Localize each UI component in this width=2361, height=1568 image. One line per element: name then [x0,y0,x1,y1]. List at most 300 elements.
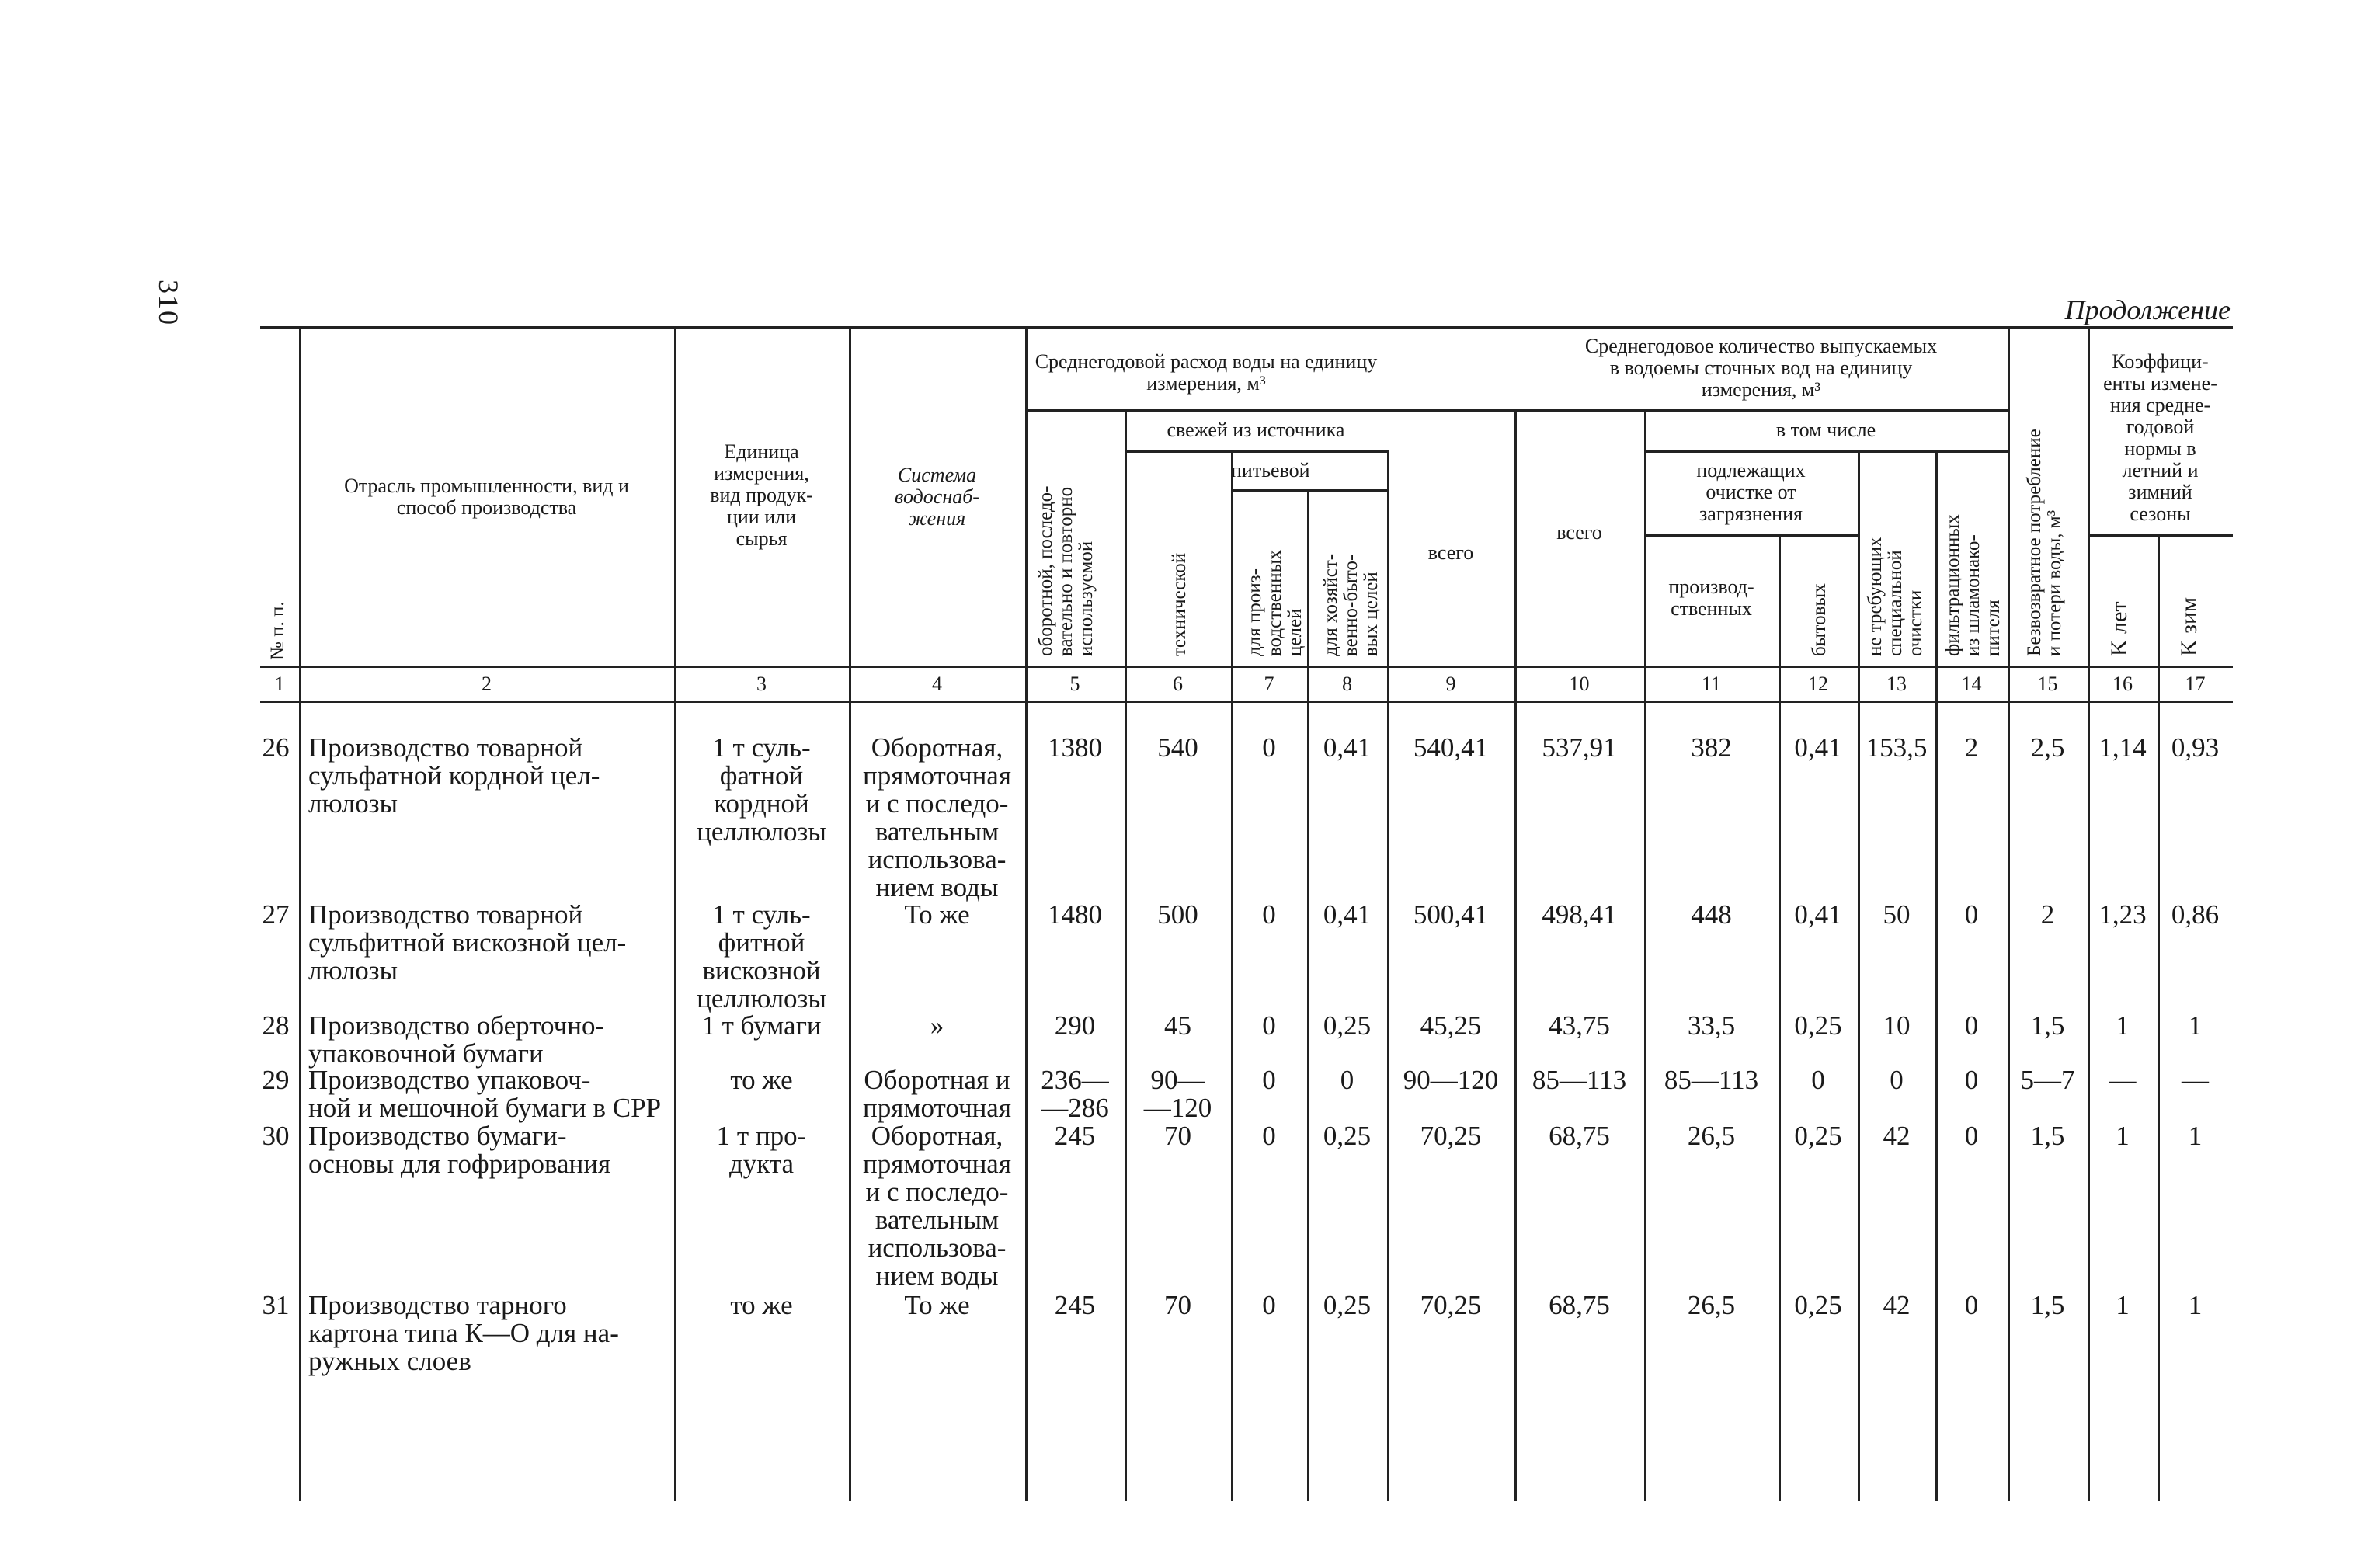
row-value-col15-line: 1,5 [2030,1290,2065,1320]
continuation-label: Продолжение [2064,294,2231,325]
row-value-col9 [1387,1292,1514,1319]
row-value-col6-line: 500 [1157,899,1198,930]
row-system-line: и с последо- [865,788,1009,819]
header-coef-group-line: енты измене- [2103,372,2217,395]
row-value-col14 [1935,1066,2008,1094]
header-col8-line: вых целей [1361,572,1382,656]
row-value-col17-line: — [2182,1065,2209,1095]
row-value-col9 [1387,901,1514,929]
row-value-col17-line: 0,93 [2171,732,2220,763]
header-col14-line: фильтрационных [1942,514,1963,656]
row-name-line: ружных слоев [308,1346,471,1376]
row-value-col7-line: 0 [1262,1010,1276,1041]
row-value-col8-line: 0,41 [1323,732,1372,763]
header-to-clean-line: загрязнения [1699,502,1803,525]
row-name-line: ной и мешочной бумаги в СРР [308,1093,662,1123]
row-unit [674,1292,849,1319]
row-value-col16 [2088,1122,2158,1150]
row-value-col6 [1125,1066,1231,1122]
header-col3-line: Единица [724,440,799,463]
row-unit [674,901,849,1013]
row-number: 30 [262,1121,290,1151]
row-unit [674,1012,849,1040]
row-value-col5 [1025,901,1125,929]
row-value-col12 [1779,1012,1858,1040]
row-value-col16-line: 1,23 [2098,899,2147,930]
row-value-col15-line: 2 [2040,899,2055,930]
row-value-col12-line: 0,25 [1794,1121,1842,1151]
row-value-col10 [1514,1292,1644,1319]
header-discharge-group [1514,336,2008,401]
row-value-col14-line: 0 [1964,899,1979,930]
row-value-col13-line: 153,5 [1866,732,1928,763]
row-value-col8 [1307,1292,1387,1319]
row-value-col6 [1125,734,1231,762]
header-discharge-group-line: в водоемы сточных вод на единицу [1609,356,1913,379]
row-value-col15-line: 1,5 [2030,1121,2065,1151]
row-value-col9-line: 90—120 [1403,1065,1499,1095]
column-number: 10 [1569,673,1590,695]
header-divider [1858,450,1860,701]
row-value-col7 [1231,1012,1307,1040]
body-divider [1779,701,1781,1501]
row-value-col16 [2088,1012,2158,1040]
body-divider [1307,701,1309,1501]
row-value-col16-line: 1,14 [2098,732,2147,763]
row-unit-line: 1 т про- [716,1121,807,1151]
row-unit-line: 1 т бумаги [701,1010,822,1041]
row-value-col9 [1387,734,1514,762]
column-number: 12 [1808,673,1828,695]
header-to-clean-line: очистке от [1706,481,1796,503]
header-col8 [1321,554,1382,656]
row-value-col14 [1935,1122,2008,1150]
row-value-col9-line: 45,25 [1420,1010,1482,1041]
row-value-col9 [1387,1066,1514,1094]
column-number: 1 [274,673,285,695]
row-value-col13 [1858,734,1935,762]
row-value-col17 [2158,1122,2233,1150]
row-value-col12 [1779,1122,1858,1150]
row-value-col11 [1644,1122,1779,1150]
row-value-col14-line: 0 [1964,1065,1979,1095]
header-col5-line: вательно и повторно [1055,486,1076,656]
row-value-col10-line: 537,91 [1542,732,1617,763]
row-unit-line: то же [730,1065,793,1095]
row-number: 27 [262,899,290,930]
header-col13-line: специальной [1885,550,1906,656]
header-col7-line: водственных [1264,550,1285,656]
column-number: 13 [1886,673,1907,695]
header-coef-group-line: Коэффици- [2112,350,2209,373]
header-col8-line: для хозяйст- [1320,553,1341,656]
header-col7-line: целей [1285,608,1306,656]
row-unit [674,734,849,846]
row-value-col7-line: 0 [1262,1121,1276,1151]
row-value-col14-line: 2 [1964,732,1979,763]
row-value-col12-line: 0,25 [1794,1010,1842,1041]
rule-coef-sub [2088,534,2233,537]
row-value-col14-line: 0 [1964,1121,1979,1151]
body-divider [1387,701,1389,1501]
row-value-col15 [2008,901,2088,929]
row-system-line: Оборотная, [871,1121,1003,1151]
row-name [308,1292,666,1375]
row-value-col16-line: 1 [2116,1121,2130,1151]
row-value-col9-line: 70,25 [1420,1121,1482,1151]
column-number: 11 [1701,673,1722,695]
header-col3-line: вид продук- [710,484,813,506]
row-value-col10-line: 498,41 [1542,899,1617,930]
header-coef-group-line: летний и [2122,459,2199,482]
row-number: 29 [262,1065,290,1095]
row-value-col5 [1025,1292,1125,1319]
row-value-col15-line: 2,5 [2030,732,2065,763]
row-value-col10 [1514,901,1644,929]
body-divider [2088,701,2090,1501]
row-value-col11 [1644,734,1779,762]
row-system-line: использова- [868,844,1007,874]
rule-fresh-sub [1125,450,1387,453]
row-system [849,1122,1025,1290]
row-value-col17 [2158,1066,2233,1094]
row-name-line: люлозы [308,955,398,986]
row-value-col16-line: — [2109,1065,2137,1095]
row-value-col11-line: 26,5 [1687,1290,1736,1320]
row-value-col6-line: 90— [1150,1065,1205,1095]
row-value-col5 [1025,1012,1125,1040]
header-col12: бытовых [1809,583,1830,656]
header-col1: № п. п. [267,601,288,660]
body-divider [2158,701,2160,1501]
row-system [849,901,1025,929]
row-value-col8-line: 0,25 [1323,1121,1372,1151]
row-value-col10-line: 68,75 [1549,1121,1610,1151]
header-coef-group-line: годовой [2126,415,2195,438]
column-number: 9 [1445,673,1456,695]
row-value-col11 [1644,1066,1779,1094]
header-col5-line: используемой [1076,541,1097,656]
row-unit-line: целлюлозы [697,816,826,847]
row-value-col11-line: 382 [1691,732,1732,763]
row-value-col6-line: 45 [1164,1010,1191,1041]
row-system-line: Оборотная, [871,732,1003,763]
row-value-col14 [1935,901,2008,929]
row-value-col6-line: 70 [1164,1290,1191,1320]
column-number: 7 [1264,673,1274,695]
row-value-col16 [2088,734,2158,762]
row-unit-line: дукта [728,1149,795,1179]
row-value-col11-line: 85—113 [1664,1065,1759,1095]
row-value-col10 [1514,734,1644,762]
row-system [849,1066,1025,1122]
header-col14-line: пителя [1983,600,2004,656]
row-value-col13 [1858,1012,1935,1040]
row-value-col16 [2088,1292,2158,1319]
row-value-col13-line: 50 [1883,899,1911,930]
row-value-col15 [2008,1012,2088,1040]
row-value-col8 [1307,901,1387,929]
row-value-col11 [1644,1292,1779,1319]
row-value-col10-line: 85—113 [1532,1065,1627,1095]
row-value-col14 [1935,1012,2008,1040]
column-number: 2 [482,673,492,695]
row-value-col13-line: 0 [1890,1065,1904,1095]
header-col8-line: венно-быто- [1340,554,1361,656]
row-name-line: люлозы [308,788,398,819]
column-number: 14 [1961,673,1982,695]
row-value-col15 [2008,734,2088,762]
row-system [849,1012,1025,1040]
row-value-col5-line: 245 [1054,1290,1096,1320]
row-value-col12 [1779,734,1858,762]
header-divider [1125,409,1127,701]
row-value-col7 [1231,1066,1307,1094]
row-unit-line: кордной [714,788,809,819]
row-system-line: вательным [875,816,1000,847]
header-coef-group-line: нормы в [2124,437,2196,460]
row-value-col5-line: 236— [1041,1065,1109,1095]
header-col4-line: Система [897,464,977,486]
row-unit-line: то же [730,1290,793,1320]
row-name-line: основы для гофрирования [308,1149,611,1179]
row-name-line: Производство товарной [308,732,583,763]
header-divider [1935,450,1938,701]
row-value-col5-line: 1480 [1048,899,1102,930]
row-system-line: прямоточная [863,1149,1011,1179]
rule-discharge-sub [1387,409,2008,412]
row-value-col12-line: 0 [1811,1065,1825,1095]
row-value-col12-line: 0,41 [1794,899,1842,930]
row-value-col7-line: 0 [1262,899,1276,930]
header-coef-group [2088,351,2233,525]
row-value-col5-line: 245 [1054,1121,1096,1151]
row-system [849,1292,1025,1319]
row-number: 31 [262,1290,290,1320]
column-number: 16 [2112,673,2133,695]
row-name [308,734,666,818]
row-value-col6 [1125,1122,1231,1150]
body-divider [2008,701,2010,1501]
row-value-col13-line: 10 [1883,1010,1911,1041]
row-number: 26 [262,732,290,763]
row-value-col8-line: 0,25 [1323,1010,1372,1041]
row-system-line: вательным [875,1205,1000,1235]
row-value-col11-line: 448 [1691,899,1732,930]
row-value-col5-line: —286 [1041,1093,1109,1123]
header-col2-line: Отрасль промышленности, вид и способ производства [344,475,629,519]
header-col3 [674,441,849,550]
column-number: 5 [1069,673,1080,695]
row-name [308,901,666,985]
header-col4 [849,464,1025,530]
header-coef-group-line: зимний [2128,481,2192,503]
row-value-col5-line: 1380 [1048,732,1102,763]
header-fresh: свежей из источника [1167,419,1345,441]
row-value-col14 [1935,1292,2008,1319]
row-value-col7 [1231,1122,1307,1150]
row-unit-line: 1 т суль- [712,732,811,763]
row-value-col17-line: 1 [2188,1010,2203,1041]
body-divider [1231,701,1233,1501]
rule-consumption-sub [1025,409,1387,412]
body-divider [1935,701,1938,1501]
header-discharge-group-line: измерения, м³ [1701,378,1821,401]
row-value-col5 [1025,734,1125,762]
header-col5 [1036,486,1097,656]
header-col15-line: и потери воды, м³ [2044,509,2065,656]
row-value-col7-line: 0 [1262,732,1276,763]
row-value-col14-line: 0 [1964,1290,1979,1320]
row-value-col16 [2088,1066,2158,1094]
row-value-col16 [2088,901,2158,929]
row-value-col17 [2158,1292,2233,1319]
row-name [308,1122,666,1178]
row-unit-line: фатной [719,760,804,791]
row-system-line: прямоточная [863,1093,1011,1123]
row-value-col5 [1025,1122,1125,1150]
row-system-line: прямоточная [863,760,1011,791]
row-value-col14-line: 0 [1964,1010,1979,1041]
row-value-col15-line: 5—7 [2020,1065,2075,1095]
row-system [849,734,1025,902]
row-name-line: Производство бумаги- [308,1121,567,1151]
header-divider [2008,326,2010,701]
row-value-col12 [1779,901,1858,929]
row-unit-line: вискозной [702,955,821,986]
row-name-line: Производство оберточно- [308,1010,605,1041]
row-value-col9 [1387,1122,1514,1150]
header-col3-line: измерения, [714,462,809,485]
header-consumption-group-line: измерения, м³ [1146,372,1266,395]
header-consumption-group [1025,351,1387,395]
column-number: 6 [1173,673,1183,695]
header-col10: всего [1556,521,1602,544]
row-value-col13-line: 42 [1883,1121,1911,1151]
row-unit-line: целлюлозы [697,983,826,1013]
row-value-col17-line: 1 [2188,1290,2203,1320]
row-value-col7-line: 0 [1262,1290,1276,1320]
row-name-line: Производство тарного [308,1290,567,1320]
body-divider [1858,701,1860,1501]
row-value-col7 [1231,734,1307,762]
row-value-col11-line: 26,5 [1687,1121,1736,1151]
row-value-col10 [1514,1066,1644,1094]
header-col11-line: производ- [1668,575,1754,598]
column-number: 17 [2185,673,2206,695]
row-value-col9-line: 70,25 [1420,1290,1482,1320]
row-unit [674,1122,849,1178]
row-value-col6-line: 70 [1164,1121,1191,1151]
row-value-col6 [1125,901,1231,929]
header-col11-line: ственных [1671,597,1752,620]
column-number: 8 [1342,673,1352,695]
header-divider [1514,409,1517,701]
row-value-col8-line: 0,25 [1323,1290,1372,1320]
column-number: 15 [2037,673,2058,695]
row-value-col16-line: 1 [2116,1290,2130,1320]
column-number: 3 [756,673,767,695]
row-name-line: Производство упаковоч- [308,1065,591,1095]
row-value-col8 [1307,1122,1387,1150]
header-discharge-group-line: Среднегодовое количество выпускаемых [1584,335,1938,357]
row-value-col17 [2158,1012,2233,1040]
header-col17: K зим [2176,596,2202,656]
header-divider [1307,489,1309,701]
header-col7 [1245,550,1306,656]
header-to-clean-line: подлежащих [1696,459,1806,482]
header-drinking: питьевой [1231,459,1310,482]
row-number: 28 [262,1010,290,1041]
header-divider [1644,409,1646,701]
row-value-col14 [1935,734,2008,762]
body-divider [1514,701,1517,1501]
row-value-col13 [1858,1292,1935,1319]
row-name [308,1012,666,1068]
header-col11 [1644,576,1779,620]
body-divider [1644,701,1646,1501]
header-col14 [1943,514,2004,656]
row-name-line: сульфитной вискозной цел- [308,927,627,958]
row-name-line: сульфатной кордной цел- [308,760,600,791]
rule-toclean-sub [1644,534,1858,537]
header-col13-line: не требующих [1865,537,1886,656]
row-value-col17-line: 0,86 [2171,899,2220,930]
header-divider [299,326,301,701]
column-number: 4 [932,673,942,695]
row-system-line: То же [904,1290,970,1320]
row-value-col13-line: 42 [1883,1290,1911,1320]
row-value-col7 [1231,1292,1307,1319]
row-value-col5 [1025,1066,1125,1122]
row-value-col11 [1644,1012,1779,1040]
row-value-col10 [1514,1012,1644,1040]
header-col6: технической [1169,552,1190,656]
row-value-col12-line: 0,25 [1794,1290,1842,1320]
header-col16: K лет [2106,601,2132,656]
row-name-line: упаковочной бумаги [308,1038,544,1069]
row-unit [674,1066,849,1094]
header-to-clean [1644,460,1858,525]
row-value-col9-line: 500,41 [1413,899,1489,930]
row-value-col13 [1858,901,1935,929]
row-value-col12 [1779,1066,1858,1094]
row-value-col6-line: 540 [1157,732,1198,763]
row-value-col11-line: 33,5 [1687,1010,1736,1041]
row-value-col8 [1307,734,1387,762]
row-value-col15-line: 1,5 [2030,1010,2065,1041]
row-value-col10-line: 43,75 [1549,1010,1610,1041]
rule-including-sub [1644,450,2008,453]
header-col13-line: очистки [1905,589,1926,656]
rule-top [260,326,2233,329]
row-value-col16-line: 1 [2116,1010,2130,1041]
row-value-col15 [2008,1066,2088,1094]
row-value-col15 [2008,1122,2088,1150]
header-consumption-group-line: Среднегодовой расход воды на единицу [1034,350,1378,373]
row-value-col11 [1644,901,1779,929]
header-divider [1231,450,1233,701]
header-col9: всего [1427,541,1474,564]
page-number: 310 [153,280,184,326]
row-system-line: нием воды [875,872,999,902]
row-value-col10 [1514,1122,1644,1150]
row-name [308,1066,666,1122]
row-value-col8 [1307,1012,1387,1040]
row-system-line: » [930,1010,944,1041]
row-value-col7 [1231,901,1307,929]
row-value-col6-line: —120 [1143,1093,1212,1123]
